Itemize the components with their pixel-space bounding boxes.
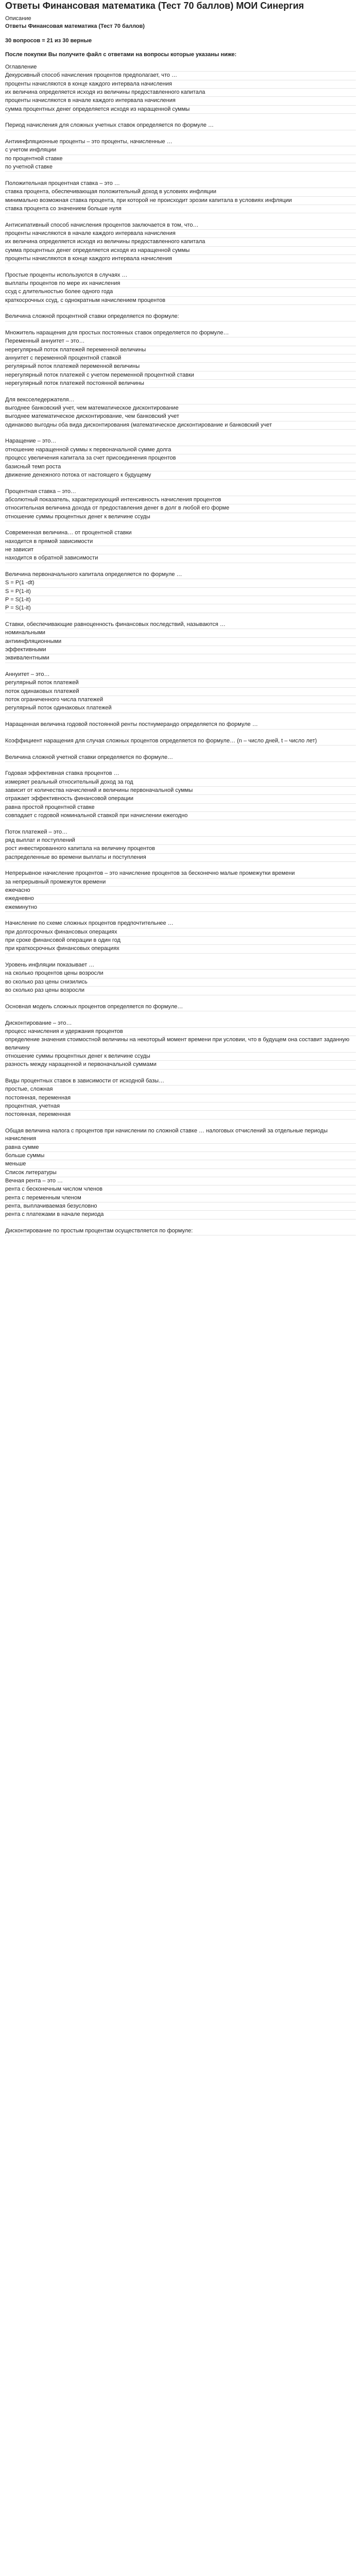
- spacer: [5, 1219, 356, 1227]
- spacer: [5, 730, 356, 737]
- content-line: сумма процентных денег определяется исходя из наращенной суммы: [5, 247, 356, 255]
- content-line: P = S(1-it): [5, 604, 356, 613]
- content-line: Общая величина налога с процентов при начислении по сложной ставке … налоговых отчислений за отдельные периоды начисления: [5, 1127, 356, 1144]
- content-line: минимально возможная ставка процента, при которой не происходит эрозии капитала в условиях инфляции: [5, 197, 356, 205]
- content-line: нерегулярный поток платежей с учетом переменной процентной ставки: [5, 371, 356, 380]
- content-line: нерегулярный поток платежей переменной величины: [5, 346, 356, 354]
- content-line: при сроке финансовой операции в один год: [5, 937, 356, 945]
- content-line: процесс увеличения капитала за счет присоединения процентов: [5, 454, 356, 463]
- content-line: ежечасно: [5, 887, 356, 895]
- content-line: простые, сложная: [5, 1086, 356, 1094]
- content-line: Коэффициент наращения для случая сложных процентов определяется по формуле… (n – число дней, t – число лет): [5, 737, 356, 745]
- content-line: Величина сложной процентной ставки определяется по формуле:: [5, 313, 356, 321]
- content-line: за непрерывный промежуток времени: [5, 878, 356, 887]
- content-line: Величина сложной учетной ставки определяется по формуле…: [5, 754, 356, 762]
- content-line: больше суммы: [5, 1152, 356, 1160]
- content-line: Годовая эффективная ставка процентов …: [5, 770, 356, 778]
- content-line: ряд выплат и поступлений: [5, 837, 356, 845]
- content-line: меньше: [5, 1160, 356, 1168]
- spacer: [5, 820, 356, 828]
- content-line: совпадает с годовой номинальной ставкой при начислении ежегодно: [5, 812, 356, 820]
- product-subtitle: Ответы Финансовая математика (Тест 70 баллов): [5, 23, 145, 29]
- purchase-notice: После покупки Вы получите файл с ответами на вопросы которые указаны ниже:: [5, 52, 237, 58]
- content-line: рента, выплачиваемая безусловно: [5, 1202, 356, 1211]
- content-line: с учетом инфляции: [5, 146, 356, 155]
- content-line: отношение суммы процентных денег к величине ссуды: [5, 1053, 356, 1061]
- content-line: P = S(1-it): [5, 596, 356, 604]
- content-line: S = P(1 -dt): [5, 579, 356, 587]
- content-line: проценты начисляются в начале каждого интервала начисления: [5, 230, 356, 238]
- content-line: Ставки, обеспечивающие равноценность финансовых последствий, называются …: [5, 621, 356, 629]
- spacer: [5, 912, 356, 920]
- content-line: Переменный аннуитет – это…: [5, 337, 356, 346]
- content-line: эффективными: [5, 646, 356, 654]
- spacer: [5, 480, 356, 487]
- content-line: проценты начисляются в конце каждого интервала начисления: [5, 255, 356, 263]
- content-line: их величина определяется исходя из величины предоставленного капитала: [5, 89, 356, 97]
- content-line: отношение наращенной суммы к первоначальной сумме долга: [5, 446, 356, 454]
- content-line: антиинфляционными: [5, 638, 356, 646]
- content-line: находится в обратной зависимости: [5, 554, 356, 563]
- content-line: нерегулярный поток платежей постоянной величины: [5, 380, 356, 388]
- spacer: [5, 995, 356, 1003]
- content-line: во сколько раз цены снизились: [5, 978, 356, 987]
- page-title: Ответы Финансовая математика (Тест 70 баллов) МОИ Синергия: [5, 1, 304, 11]
- content-line: отношение суммы процентных денег к величине ссуды: [5, 513, 356, 521]
- content-line: находится в прямой зависимости: [5, 538, 356, 546]
- document: [0, 0, 361, 1235]
- content-line: одинаково выгодны оба вида дисконтирования (математическое дисконтирование и банковский учет: [5, 421, 356, 430]
- content-line: выгоднее математическое дисконтирование, чем банковский учет: [5, 413, 356, 421]
- content-line: рента с платежами в начале периода: [5, 1211, 356, 1219]
- content-line: процентная, учетная: [5, 1103, 356, 1111]
- content-line: ежеминутно: [5, 904, 356, 912]
- content-line: при краткосрочных финансовых операциях: [5, 945, 356, 953]
- content-line: Для вексселедержателя…: [5, 396, 356, 404]
- content-line: поток одинаковых платежей: [5, 688, 356, 696]
- spacer: [5, 321, 356, 329]
- question-list: [5, 63, 356, 1235]
- content-line: Антиинфляционные проценты – это проценты, начисленные …: [5, 138, 356, 146]
- content-line: равна сумме: [5, 1144, 356, 1152]
- content-line: проценты начисляются в начале каждого интервала начисления: [5, 97, 356, 105]
- content-line: ежедневно: [5, 895, 356, 903]
- content-line: эквивалентными: [5, 654, 356, 663]
- content-line: зависит от количества начислений и величины первоначальной суммы: [5, 787, 356, 795]
- content-line: поток ограниченного числа платежей: [5, 696, 356, 704]
- content-line: Простые проценты используются в случаях …: [5, 272, 356, 280]
- spacer: [5, 172, 356, 179]
- content-line: по учетной ставке: [5, 163, 356, 172]
- content-line: аннуитет с переменной процентной ставкой: [5, 354, 356, 363]
- content-line: базисный темп роста: [5, 463, 356, 471]
- content-line: Период начисления для сложных учетных ставок определяется по формуле …: [5, 122, 356, 130]
- content-line: относительная величина дохода от предоставления денег в долг в любой его форме: [5, 504, 356, 513]
- spacer: [5, 305, 356, 313]
- content-line: выплаты процентов по мере их начисления: [5, 280, 356, 288]
- content-line: Положительная процентная ставка – это …: [5, 180, 356, 188]
- spacer: [5, 263, 356, 271]
- content-line: Процентная ставка – это…: [5, 488, 356, 496]
- content-line: ставка процента со значением больше нуля: [5, 205, 356, 213]
- content-line: не зависит: [5, 546, 356, 554]
- spacer: [5, 745, 356, 753]
- content-line: Декурсивный способ начисления процентов предполагает, что …: [5, 72, 356, 80]
- content-line: номинальными: [5, 629, 356, 637]
- spacer: [5, 130, 356, 138]
- content-line: Виды процентных ставок в зависимости от исходной базы…: [5, 1077, 356, 1086]
- spacer: [5, 713, 356, 721]
- spacer: [5, 1070, 356, 1077]
- spacer: [5, 1120, 356, 1127]
- score-summary: 30 вопросов = 21 из 30 верные: [5, 38, 92, 44]
- spacer: [5, 114, 356, 122]
- spacer: [5, 613, 356, 621]
- content-line: регулярный поток платежей переменной величины: [5, 363, 356, 371]
- content-line: измеряет реальный относительный доход за год: [5, 778, 356, 787]
- spacer: [5, 430, 356, 437]
- spacer: [5, 213, 356, 221]
- spacer: [5, 663, 356, 671]
- content-line: ссуд с длительностью более одного года: [5, 288, 356, 296]
- content-line: равна простой процентной ставке: [5, 804, 356, 812]
- content-line: регулярный поток платежей: [5, 679, 356, 687]
- content-line: выгоднее банковский учет, чем математическое дисконтирование: [5, 404, 356, 413]
- content-line: Непрерывное начисление процентов – это начисление процентов за бесконечно малые промежутки времени: [5, 870, 356, 878]
- content-line: Современная величина… от процентной ставки: [5, 529, 356, 537]
- content-line: абсолютный показатель, характеризующий интенсивность начисления процентов: [5, 496, 356, 504]
- content-line: рента с бесконечным числом членов: [5, 1185, 356, 1194]
- content-line: постоянная, переменная: [5, 1111, 356, 1119]
- content-line: Аннуитет – это…: [5, 671, 356, 679]
- spacer: [5, 862, 356, 870]
- spacer: [5, 954, 356, 961]
- content-line: Дисконтирование по простым процентам осуществляется по формуле:: [5, 1227, 356, 1235]
- content-line: Поток платежей – это…: [5, 828, 356, 837]
- content-line: отражает эффективность финансовой операции: [5, 795, 356, 803]
- content-line: Начисление по схеме сложных процентов предпочтительнее …: [5, 920, 356, 928]
- content-line: Наращенная величина годовой постоянной ренты постнумерандо определяется по формуле …: [5, 721, 356, 729]
- content-line: Оглавление: [5, 63, 356, 72]
- content-line: сумма процентных денег определяется исходя из наращенной суммы: [5, 106, 356, 114]
- content-line: ставка процента, обеспечивающая положительный доход в условиях инфляции: [5, 188, 356, 196]
- content-line: процесс начисления и удержания процентов: [5, 1028, 356, 1036]
- content-line: рост инвестированного капитала на величину процентов: [5, 845, 356, 853]
- content-line: Наращение – это…: [5, 437, 356, 446]
- content-line: Уровень инфляции показывает …: [5, 961, 356, 970]
- content-line: Список литературы: [5, 1169, 356, 1177]
- content-line: определение значения стоимостной величины на некоторый момент времени при условии, что в будущем она составит заданную величину: [5, 1036, 356, 1053]
- content-line: при долгосрочных финансовых операциях: [5, 928, 356, 937]
- spacer: [5, 521, 356, 529]
- content-line: регулярный поток одинаковых платежей: [5, 704, 356, 713]
- content-line: движение денежного потока от настоящего к будущему: [5, 471, 356, 480]
- content-line: по процентной ставке: [5, 155, 356, 163]
- content-line: на сколько процентов цены возросли: [5, 970, 356, 978]
- content-line: Дисконтирование – это…: [5, 1020, 356, 1028]
- content-line: Антисипативный способ начисления процентов заключается в том, что…: [5, 222, 356, 230]
- description-label: Описание: [5, 15, 31, 22]
- content-line: разность между наращенной и первоначальной суммами: [5, 1061, 356, 1069]
- content-line: постоянная, переменная: [5, 1094, 356, 1103]
- content-line: проценты начисляются в конце каждого интервала начисления: [5, 80, 356, 89]
- spacer: [5, 762, 356, 770]
- content-line: S = P(1-it): [5, 588, 356, 596]
- content-line: их величина определяется исходя из величины предоставленного капитала: [5, 238, 356, 246]
- content-line: Множитель наращения для простых постоянных ставок определяется по формуле…: [5, 329, 356, 337]
- content-line: распределенные во времени выплаты и поступления: [5, 854, 356, 862]
- content-line: Основная модель сложных процентов определяется по формуле…: [5, 1003, 356, 1011]
- spacer: [5, 388, 356, 396]
- content-line: краткосрочных ссуд, с однократным начислением процентов: [5, 297, 356, 305]
- content-line: Величина первоначального капитала определяется по формуле …: [5, 571, 356, 579]
- spacer: [5, 1011, 356, 1019]
- content-line: Вечная рента – это …: [5, 1177, 356, 1185]
- content-line: рента с переменным членом: [5, 1194, 356, 1202]
- spacer: [5, 563, 356, 571]
- content-line: во сколько раз цены возросли: [5, 987, 356, 995]
